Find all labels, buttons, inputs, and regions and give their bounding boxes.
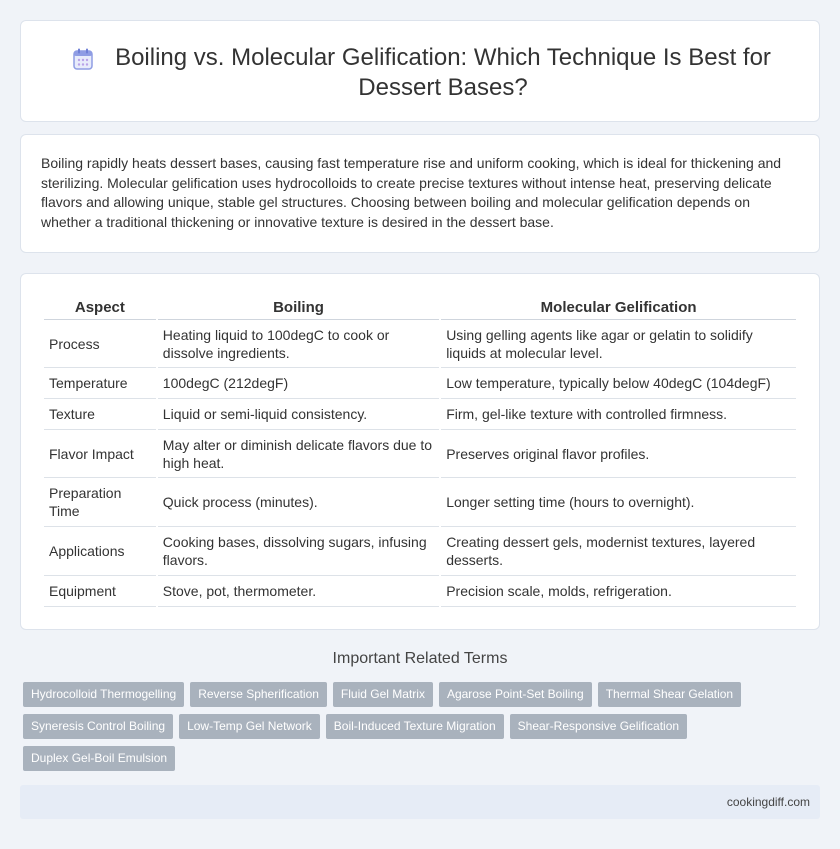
table-cell-aspect: Temperature xyxy=(44,368,156,399)
intro-text: Boiling rapidly heats dessert bases, causing fast temperature rise and uniform cooking, which is ideal for thickening and sterilizing. Molecular gelification uses hydrocolloids to create precise textures without intense heat, preserving delicate flavors and allowing unique, stable gel structures. Choosing between boiling and molecular gelification depends on whether a traditional thickening or innovative texture is desired in the dessert base. xyxy=(41,155,782,230)
related-term-tag[interactable]: Fluid Gel Matrix xyxy=(333,682,433,707)
table-cell-aspect: Applications xyxy=(44,527,156,576)
table-cell-boiling: 100degC (212degF) xyxy=(158,368,439,399)
table-header-row xyxy=(44,297,796,320)
table-row xyxy=(44,399,796,430)
table-cell-boiling: Liquid or semi-liquid consistency. xyxy=(158,399,439,430)
related-term-tag[interactable]: Hydrocolloid Thermogelling xyxy=(23,682,184,707)
table-cell-aspect: Process xyxy=(44,320,156,368)
page-title: Boiling vs. Molecular Gelification: Which Technique Is Best for Dessert Bases? xyxy=(115,44,771,101)
table-cell-molecular: Preserves original flavor profiles. xyxy=(441,430,796,478)
table-row xyxy=(44,430,796,478)
table-cell-molecular: Precision scale, molds, refrigeration. xyxy=(441,576,796,607)
footer-site-link[interactable]: cookingdiff.com xyxy=(726,795,810,809)
related-term-tag[interactable]: Reverse Spherification xyxy=(190,682,327,707)
header-molecular-gelification: Molecular Gelification xyxy=(441,297,796,320)
table-cell-molecular: Creating dessert gels, modernist textures, layered desserts. xyxy=(441,527,796,576)
title-wrap xyxy=(21,43,819,103)
table-cell-molecular: Using gelling agents like agar or gelatin to solidify liquids at molecular level. xyxy=(441,320,796,368)
header-boiling: Boiling xyxy=(158,297,439,320)
table-cell-aspect: Preparation Time xyxy=(44,478,156,527)
comparison-table xyxy=(42,297,798,607)
related-term-tag[interactable]: Duplex Gel-Boil Emulsion xyxy=(23,746,175,771)
table-card xyxy=(20,273,820,630)
related-term-tag[interactable]: Thermal Shear Gelation xyxy=(598,682,741,707)
related-term-tag[interactable]: Boil-Induced Texture Migration xyxy=(326,714,504,739)
table-row xyxy=(44,320,796,368)
related-terms-heading: Important Related Terms xyxy=(332,650,508,667)
table-cell-boiling: Stove, pot, thermometer. xyxy=(158,576,439,607)
related-term-tag[interactable]: Syneresis Control Boiling xyxy=(23,714,173,739)
table-row xyxy=(44,576,796,607)
table-cell-aspect: Equipment xyxy=(44,576,156,607)
table-row xyxy=(44,527,796,576)
table-cell-molecular: Low temperature, typically below 40degC (104degF) xyxy=(441,368,796,399)
intro-card xyxy=(20,134,820,253)
table-cell-molecular: Firm, gel-like texture with controlled firmness. xyxy=(441,399,796,430)
related-term-tag[interactable]: Shear-Responsive Gelification xyxy=(510,714,687,739)
footer xyxy=(20,785,820,819)
related-term-tag[interactable]: Low-Temp Gel Network xyxy=(179,714,320,739)
table-cell-aspect: Texture xyxy=(44,399,156,430)
table-cell-boiling: Quick process (minutes). xyxy=(158,478,439,527)
table-row xyxy=(44,368,796,399)
related-term-tag[interactable]: Agarose Point-Set Boiling xyxy=(439,682,592,707)
related-terms-list xyxy=(23,682,783,771)
table-row xyxy=(44,478,796,527)
header-card xyxy=(20,20,820,122)
table-cell-boiling: May alter or diminish delicate flavors due to high heat. xyxy=(158,430,439,478)
table-cell-boiling: Heating liquid to 100degC to cook or dissolve ingredients. xyxy=(158,320,439,368)
header-aspect: Aspect xyxy=(44,297,156,320)
table-cell-aspect: Flavor Impact xyxy=(44,430,156,478)
table-cell-molecular: Longer setting time (hours to overnight). xyxy=(441,478,796,527)
table-cell-boiling: Cooking bases, dissolving sugars, infusing flavors. xyxy=(158,527,439,576)
calendar-icon xyxy=(73,48,93,70)
